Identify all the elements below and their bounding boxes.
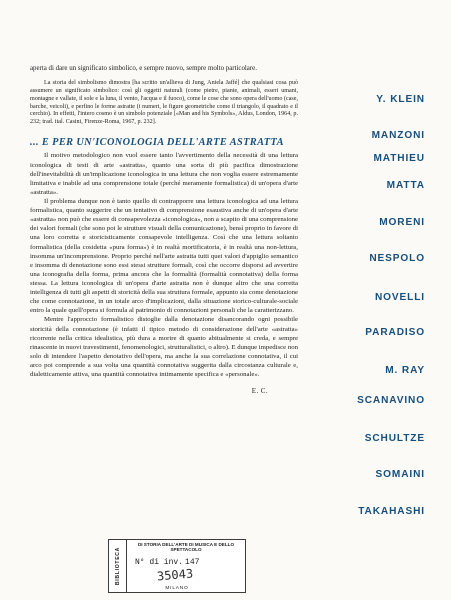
paragraph-2: Il problema dunque non è tanto quello di contrapporre una lettura iconologica ad una lettura formalistica, quanto suggerire che un tentativo di comprensione esaustiva anche di un'opera d'arte «astratta» non può che essere di consapevolezza «iconologica», non a scapito di una comprensione dei valori formali (che sono poi le strutture visuali della comunicazione), bensì proprio in favore di una loro corretta e storicisticamente consapevole intelligenza. Così che una lettura soltanto formalistica (della cosidetta «pura forma») è in realtà mortificatoria, è in realtà una non-lettura, insomma un'incomprensione. Proprio perché nell'arte astratta tutti quei valori d'appiglio semantico e insomma di denotazione sono essi stessi strutture formali, così che occorre disporsi ad avvertire una iconografia della forma, prima ancora che la formalità (formalità connotativa) della forma stessa. La lettura iconologica di un'opera d'arte astratta non è dunque altro che una corretta intelligenza di tutti gli aspetti di storicità della sua struttura formale, appunto sia come denotazione che come connotazione, in un totale arco d'implicazioni, dalla situazione storico-culturale-sociale entro la quale quell'opera si formula al patrimonio di connotazioni personali che la caratterizzano. xyxy=(30,198,298,315)
artist-name: NOVELLI xyxy=(374,292,425,303)
author-signature: E. C. xyxy=(251,387,268,396)
artist-name: SCHULTZE xyxy=(364,433,425,444)
artist-name: SCANAVINO xyxy=(357,395,425,406)
stamp-header: DI STORIA DELL'ARTE DI MUSICA E DELLO SPETTACOLO xyxy=(137,542,235,553)
artist-name: MORENI xyxy=(379,217,425,228)
section-title: ... E PER UN'ICONOLOGIA DELL'ARTE ASTRATTA xyxy=(30,136,284,148)
artist-name: MATHIEU xyxy=(373,153,425,164)
stamp-city: MILANO xyxy=(165,586,189,591)
stamp-handwritten-number: 35043 xyxy=(156,566,194,584)
artist-name: TAKAHASHI xyxy=(358,506,425,517)
artist-name: Y. KLEIN xyxy=(376,94,425,105)
artist-name: MANZONI xyxy=(371,130,425,141)
paragraph-1: Il motivo metodologico non vuol essere tanto l'avvertimento della necessità di una lettura iconologica di testi di arte «astratta», quanto una sorta di più pacifica dimostrazione dell'inevitabilità di un'implicazione iconologica in una lettura che non voglia essere estremamente limitativa e inabile ad una comprensione totale (perché meramente formalistica) di un'opera d'arte «astratta». xyxy=(30,152,298,196)
stamp-inventory-number: N° di inv. 147 xyxy=(135,558,200,567)
artist-name: MATTA xyxy=(386,180,425,191)
artist-name: NESPOLO xyxy=(369,253,425,264)
artist-name: M. RAY xyxy=(385,365,425,376)
article-column xyxy=(30,64,298,395)
artist-name: PARADISO xyxy=(365,327,425,338)
artist-name: SOMAINI xyxy=(375,469,425,480)
opening-paragraph: aperta di dare un significato simbolico, e sempre nuovo, sempre molto particolare. xyxy=(30,65,257,72)
library-stamp xyxy=(108,539,246,593)
paragraph-3: Mentre l'approccio formalistico distoglie dalla denotazione disancorando ogni possibile storicità della connotazione (è infatti il tipico metodo di considerazione dell'arte «astratta» ricorrente nella critica idealistica, più dura a morire di quanto abitualmente si creda, e sempre rinascente in nuovi travestimenti, fenomenologici, strutturalistici, o altro). E dunque impedisce non solo di intendere l'aspetto denotativo dell'opera, ma anche la sua correlazione connotativa, il cui arco poi comprende a sua volta una quantità connotativa suggerita dalla circostanza culturale e, dialetticamente attiva, una quantità connotativa intimamente specifica e «personale». xyxy=(30,316,298,379)
stamp-side-label: BIBLIOTECA xyxy=(109,540,127,592)
jung-quote-paragraph: La storia del simbolismo dimostra [ha scritto un'allieva di Jung, Aniela Jaffé] che qualsiasi cosa può assumere un significato simbolico: così gli oggetti naturali (come pietre, piante, animali, esseri umani, montagne e vallate, il sole e la luna, il vento, l'acqua e il fuoco), come le cose che sono opera dell'uomo (case, barche, veicoli), e perfino le forme astratte (i numeri, le figure geometriche come il triangolo, il quadrato e il cerchio). In effetti, l'intero cosmo è un simbolo potenziale [«Man and his Symbols», Aldus, London, 1964, p. 232; trad. ital. Casini, Firenze-Roma, 1967, p. 232]. xyxy=(30,80,298,126)
